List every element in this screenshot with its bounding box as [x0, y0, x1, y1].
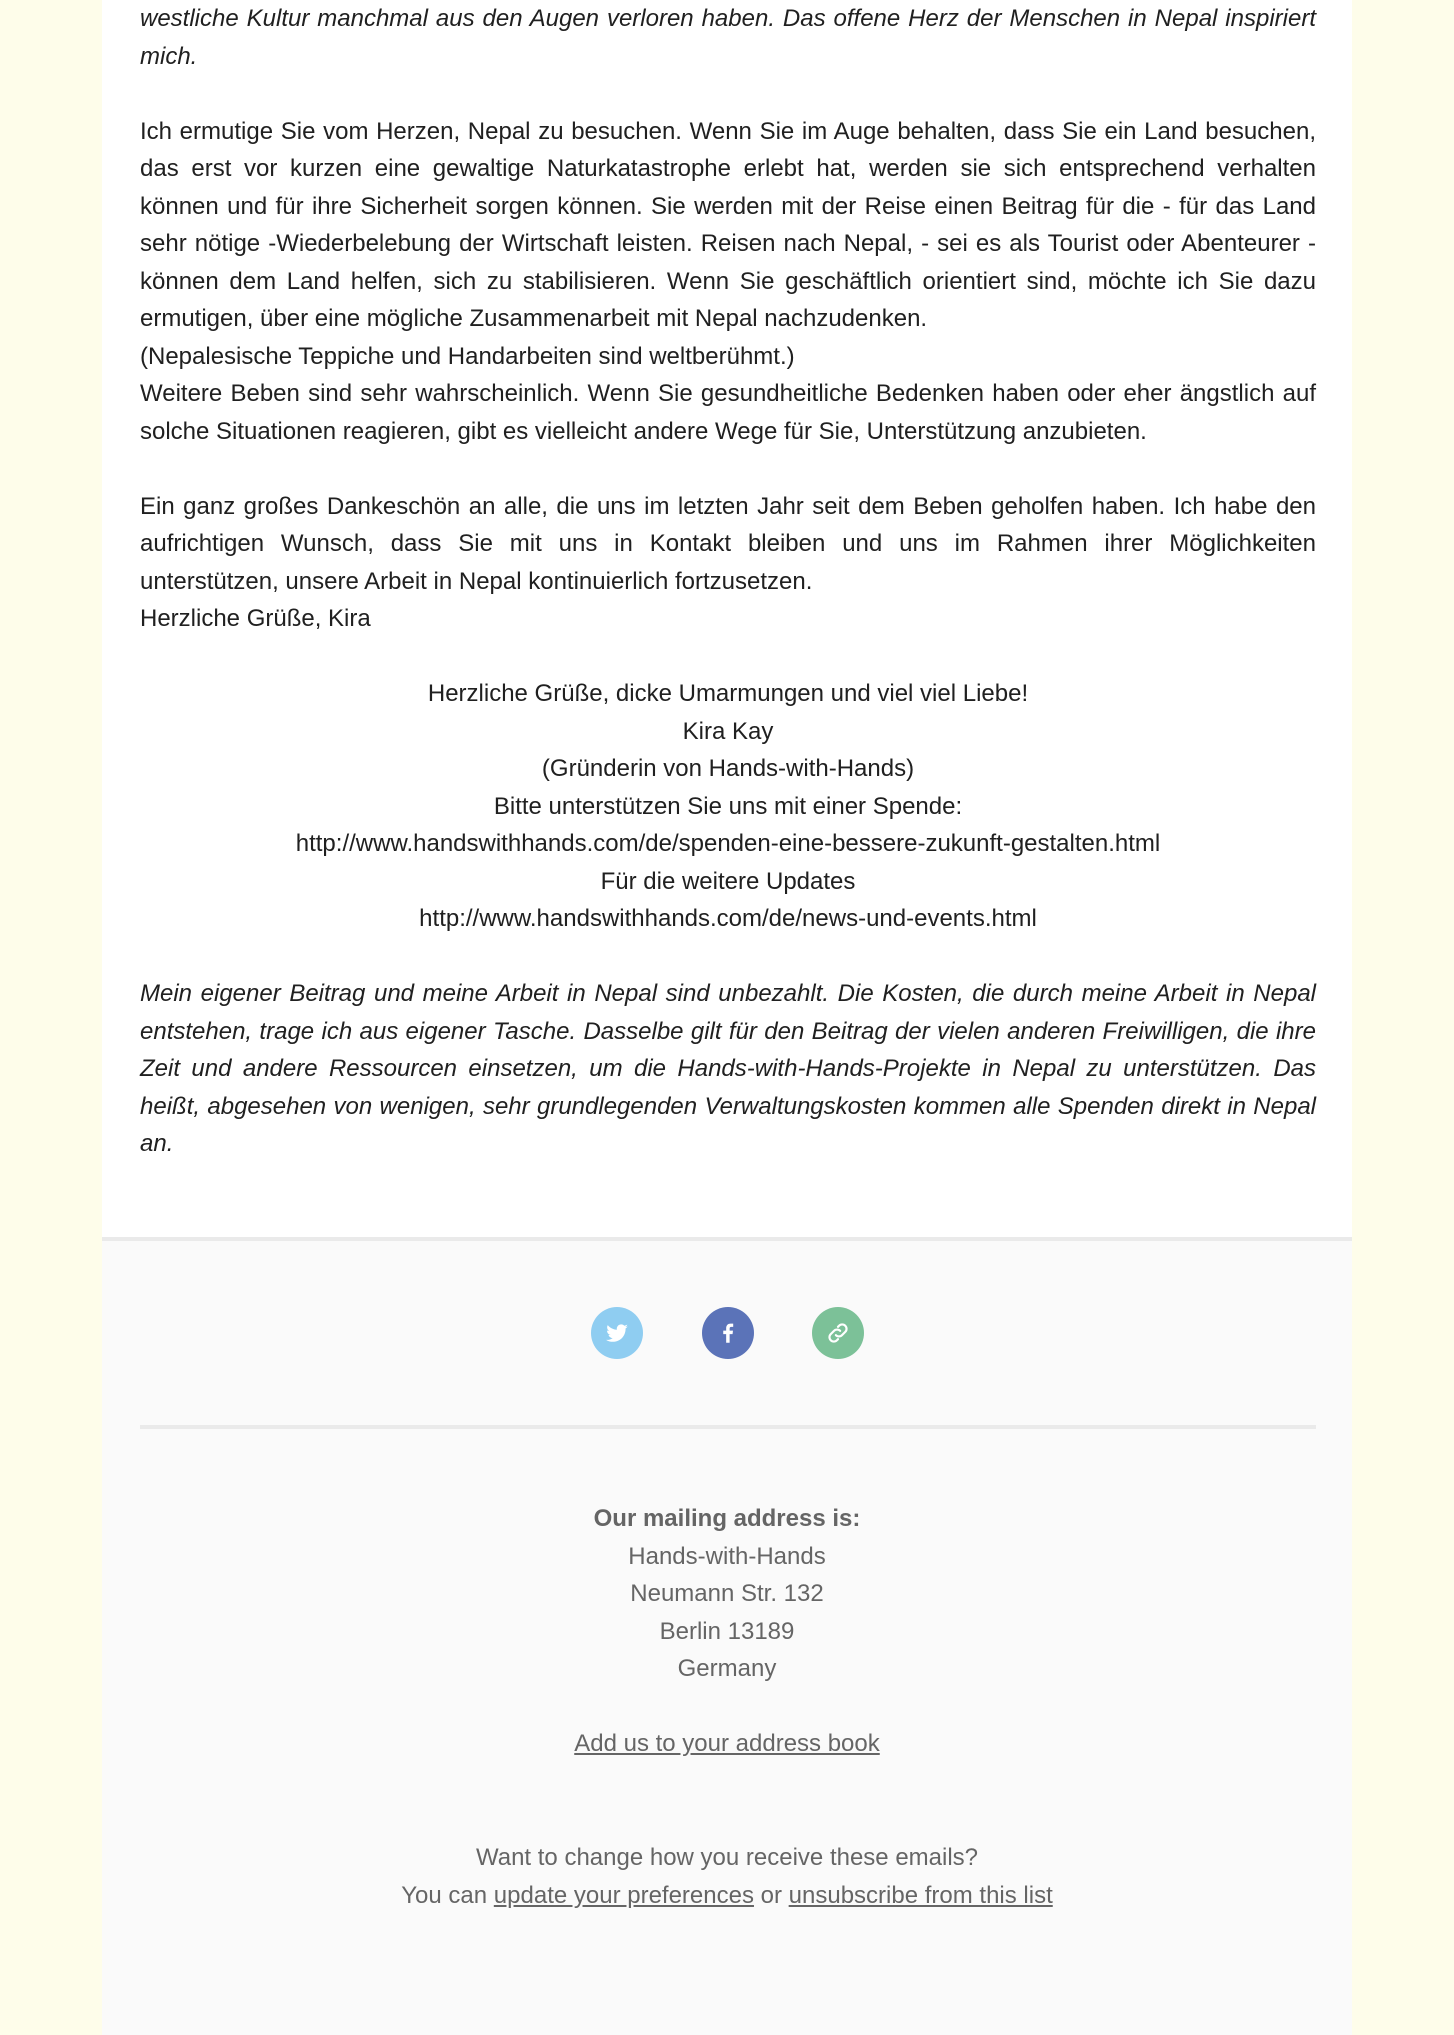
address-org: Hands-with-Hands — [628, 1542, 826, 1570]
prefs-you-can: You can — [401, 1881, 488, 1909]
address-country: Germany — [677, 1655, 777, 1682]
email-body — [102, 0, 1352, 1237]
email-footer — [102, 1241, 1352, 2035]
twitter-button[interactable] — [591, 1307, 643, 1359]
mailing-address-heading: Our mailing address is: — [593, 1505, 861, 1532]
signature-updates-text: Für die weitere Updates — [600, 867, 856, 895]
paragraph-thanks: Ein ganz großes Dankeschön an alle, die uns im letzten Jahr seit dem Beben geholfen haben. Ich habe den aufrichtigen Wunsch, dass Sie mit uns in Kontakt bleiben und uns im Rahmen ihrer Möglichkeiten unterstützen, unsere Arbeit in Nepal kontinuierlich fortzusetzen. — [140, 492, 1316, 595]
footer-divider — [140, 1425, 1316, 1429]
signature-donate-text: Bitte unterstützen Sie uns mit einer Spende: — [493, 792, 963, 820]
add-address-book-link[interactable]: Add us to your address book — [574, 1730, 880, 1757]
signature-block — [140, 675, 1316, 938]
paragraph-italic-unpaid: Mein eigener Beitrag und meine Arbeit in Nepal sind unbezahlt. Die Kosten, die durch meine Arbeit in Nepal entstehen, trage ich aus eigener Tasche. Dasselbe gilt für den Beitrag der vielen anderen Freiwilligen, die ihre Zeit und andere Ressourcen einsetzen, um die Hands-with-Hands-Projekte in Nepal zu unterstützen. Das heißt, abgesehen von wenigen, sehr grundlegenden Verwaltungskosten kommen alle Spenden direkt in Nepal an. — [140, 980, 1316, 1157]
website-button[interactable] — [812, 1307, 864, 1359]
signature-name: Kira Kay — [682, 717, 774, 745]
prefs-line — [102, 1877, 1352, 1915]
address-book-row — [102, 1725, 1352, 1763]
paragraph-carpets-note: (Nepalesische Teppiche und Handarbeiten sind weltberühmt.) — [140, 342, 795, 370]
prefs-or: or — [760, 1881, 782, 1909]
signature-greeting: Herzliche Grüße, dicke Umarmungen und viel viel Liebe! — [427, 680, 1029, 707]
twitter-icon — [604, 1320, 630, 1346]
signature-role: (Gründerin von Hands-with-Hands) — [541, 755, 915, 782]
address-city: Berlin 13189 — [659, 1617, 795, 1645]
signature-donate-url: http://www.handswithhands.com/de/spenden-eine-bessere-zukunft-gestalten.html — [295, 830, 1161, 857]
paragraph-signoff: Herzliche Grüße, Kira — [140, 605, 371, 632]
paragraph-visit-nepal: Ich ermutige Sie vom Herzen, Nepal zu besuchen. Wenn Sie im Auge behalten, dass Sie ein Land besuchen, das erst vor kurzen eine gewaltige Naturkatastrophe erlebt hat, werden sie sich entsprechend verhalten können und für ihre Sicherheit sorgen können. Sie werden mit der Reise einen Beitrag für die - für das Land sehr nötige -Wiederbelebung der Wirtschaft leisten. Reisen nach Nepal, - sei es als Tourist oder Abenteurer - können dem Land helfen, sich zu stabilisieren. Wenn Sie geschäftlich orientiert sind, möchte ich Sie dazu ermutigen, über eine mögliche Zusammenarbeit mit Nepal nachzudenken. — [140, 117, 1316, 332]
email-preferences — [102, 1839, 1352, 1914]
facebook-button[interactable] — [702, 1307, 754, 1359]
address-street: Neumann Str. 132 — [630, 1580, 824, 1607]
link-icon — [825, 1320, 851, 1346]
social-links — [102, 1307, 1352, 1359]
email-container — [102, 0, 1352, 2035]
email-content — [140, 0, 1316, 1163]
mailing-address — [102, 1500, 1352, 1763]
prefs-question: Want to change how you receive these emails? — [475, 1844, 979, 1871]
signature-updates-url: http://www.handswithhands.com/de/news-und-events.html — [419, 905, 1037, 932]
facebook-icon — [715, 1320, 741, 1346]
paragraph-italic-intro: westliche Kultur manchmal aus den Augen verloren haben. Das offene Herz der Menschen in Nepal inspiriert mich. — [140, 5, 1316, 70]
paragraph-earthquakes: Weitere Beben sind sehr wahrscheinlich. Wenn Sie gesundheitliche Bedenken haben oder eher ängstlich auf solche Situationen reagieren, gibt es vielleicht andere Wege für Sie, Unterstützung anzubieten. — [140, 380, 1316, 445]
unsubscribe-link[interactable]: unsubscribe from this list — [788, 1881, 1053, 1909]
update-preferences-link[interactable]: update your preferences — [493, 1881, 754, 1909]
